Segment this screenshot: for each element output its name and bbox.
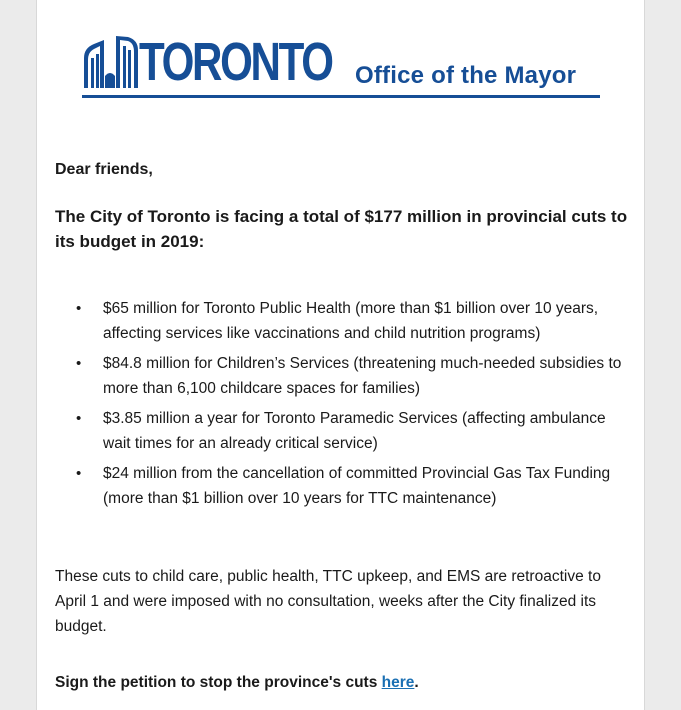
list-item-text: $65 million for Toronto Public Health (more than $1 billion over 10 years, affecting services like vaccinations and child nutrition programs) [103, 300, 599, 342]
petition-line [55, 670, 419, 695]
bullet-icon: • [76, 355, 82, 372]
list-item [55, 461, 635, 511]
list-item-text: $84.8 million for Children’s Services (threatening much-needed subsidies to more than 6,100 childcare spaces for families) [103, 355, 622, 397]
headline: The City of Toronto is facing a total of $177 million in provincial cuts to its budget in 2019: [55, 207, 628, 251]
header-divider [82, 95, 600, 98]
list-item [55, 406, 635, 456]
body-paragraph: These cuts to child care, public health, TTC upkeep, and EMS are retroactive to April 1 and were imposed with no consultation, weeks after the City finalized its budget. [55, 568, 601, 635]
email-header [37, 0, 646, 110]
list-item [55, 351, 635, 401]
bullet-icon: • [76, 300, 82, 317]
list-item [55, 296, 635, 346]
budget-cuts-list [55, 296, 635, 516]
petition-text: Sign the petition to stop the province's cuts [55, 674, 382, 691]
bullet-icon: • [76, 410, 82, 427]
office-title: Office of the Mayor [355, 62, 577, 89]
toronto-wordmark: TORONTO [139, 32, 332, 92]
email-body [36, 0, 645, 710]
bullet-icon: • [76, 465, 82, 482]
petition-link[interactable]: here [381, 674, 415, 691]
toronto-city-hall-icon [82, 36, 140, 88]
list-item-text: $24 million from the cancellation of committed Provincial Gas Tax Funding (more than $1 billion over 10 years for TTC maintenance) [103, 465, 611, 507]
greeting: Dear friends, [55, 161, 153, 178]
petition-end: . [414, 674, 419, 691]
list-item-text: $3.85 million a year for Toronto Paramedic Services (affecting ambulance wait times for an already critical service) [103, 410, 606, 452]
